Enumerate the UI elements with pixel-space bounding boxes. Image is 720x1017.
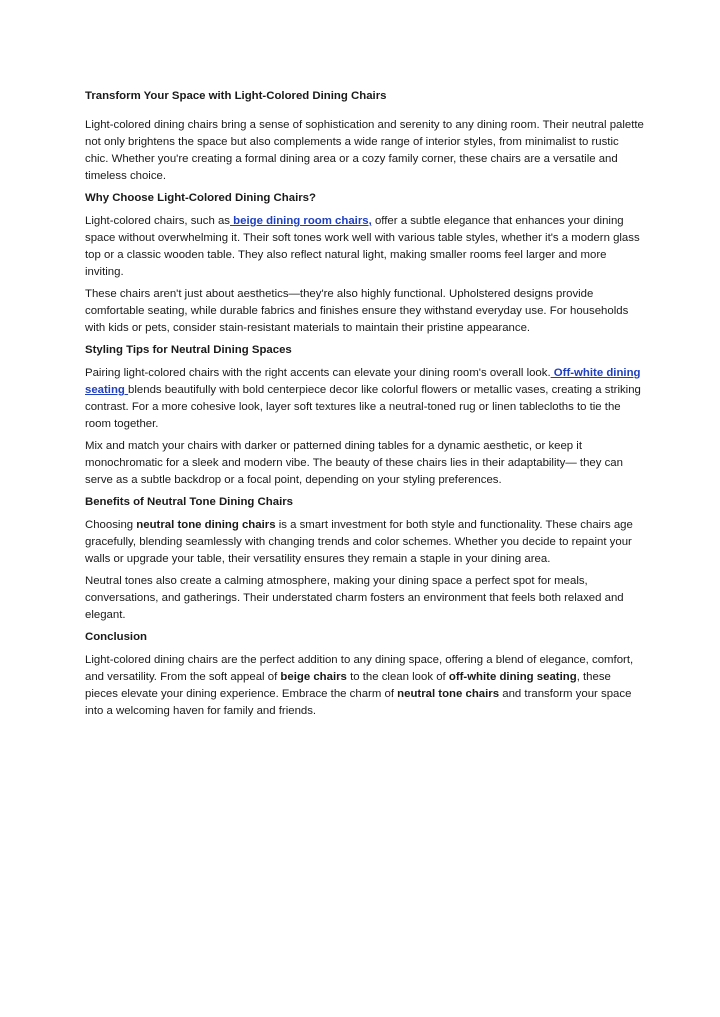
off-white-dining-seating-link[interactable]: Off-white dining seating — [85, 367, 641, 396]
styling-tips-paragraph-1 — [85, 365, 645, 433]
benefits-paragraph-1 — [85, 517, 645, 568]
text-run: blends beautifully with bold centerpiece decor like colorful flowers or metallic vases, creating a striking contrast. For a more cohesive look, layer soft textures like a neutral-toned rug or linen tablecloths to tie the room together. — [85, 384, 641, 430]
text-run: is a smart investment for both style and functionality. These chairs age gracefully, blending seamlessly with changing trends and color schemes. Whether you decide to repaint your walls or upgrade your table, their versatility ensures they remain a staple in your dining area. — [85, 519, 633, 565]
bold-text: neutral tone chairs — [397, 688, 500, 700]
text-run: Pairing light-colored chairs with the right accents can elevate your dining room's overall look. — [85, 367, 551, 379]
beige-dining-room-chairs-link[interactable]: beige dining room chairs, — [230, 215, 372, 227]
text-run: and transform your space into a welcoming haven for family and friends. — [85, 688, 632, 717]
bold-text: beige chairs — [280, 671, 347, 683]
text-run: Light-colored dining chairs are the perfect addition to any dining space, offering a blend of elegance, comfort, and versatility. From the soft appeal of — [85, 654, 634, 683]
section-heading-styling-tips: Styling Tips for Neutral Dining Spaces — [85, 344, 292, 356]
benefits-paragraph-2: Neutral tones also create a calming atmosphere, making your dining space a perfect spot for meals, conversations, and gatherings. Their understated charm fosters an environment that feels both relaxed and elegant. — [85, 575, 624, 621]
why-choose-paragraph-2: These chairs aren't just about aesthetics—they're also highly functional. Upholstered designs provide comfortable seating, while durable fabrics and finishes ensure they withstand everyday use. For households with kids or pets, consider stain-resistant materials to maintain their pristine appearance. — [85, 288, 629, 334]
intro-paragraph: Light-colored dining chairs bring a sense of sophistication and serenity to any dining room. Their neutral palette not only brightens the space but also complements a wide range of interior styles, from minimalist to rustic chic. Whether you're creating a formal dining area or a cozy family corner, these chairs are a versatile and timeless choice. — [85, 119, 644, 182]
why-choose-paragraph-1 — [85, 213, 645, 281]
conclusion-paragraph — [85, 652, 645, 720]
document-page — [85, 88, 645, 725]
styling-tips-paragraph-2: Mix and match your chairs with darker or patterned dining tables for a dynamic aesthetic, or keep it monochromatic for a sleek and modern vibe. The beauty of these chairs lies in their adaptability— they can serve as a subtle backdrop or a focal point, depending on your styling preferences. — [85, 440, 623, 486]
document-title: Transform Your Space with Light-Colored Dining Chairs — [85, 90, 387, 102]
bold-text: off-white dining seating — [448, 671, 577, 683]
text-run: Choosing — [85, 519, 137, 531]
text-run: , these pieces elevate your dining experience. Embrace the charm of — [85, 671, 611, 700]
text-run: to the clean look of — [346, 671, 449, 683]
text-run: Light-colored chairs, such as — [85, 215, 230, 227]
text-run: offer a subtle elegance that enhances your dining space without overwhelming it. Their soft tones work well with various table styles, whether it's a modern glass top or a classic wooden table. They also reflect natural light, making smaller rooms feel larger and more inviting. — [85, 215, 640, 278]
section-heading-benefits: Benefits of Neutral Tone Dining Chairs — [85, 496, 294, 508]
section-heading-conclusion: Conclusion — [85, 631, 148, 643]
section-heading-why-choose: Why Choose Light-Colored Dining Chairs? — [85, 192, 316, 204]
bold-text: neutral tone dining chairs — [136, 519, 276, 531]
